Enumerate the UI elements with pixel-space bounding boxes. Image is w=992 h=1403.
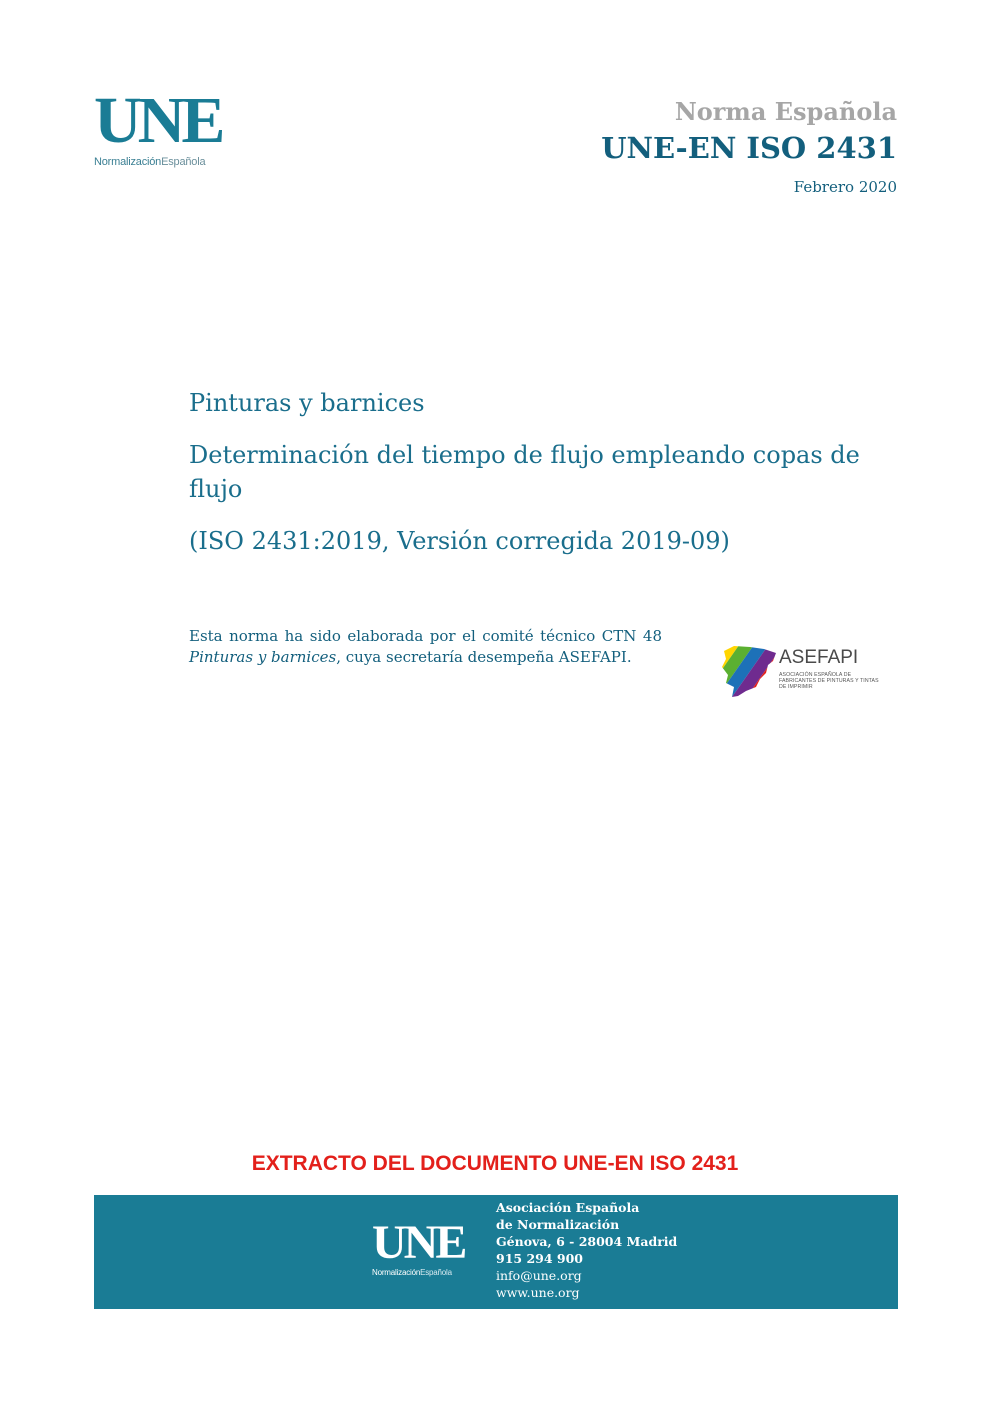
committee-text-after: , cuya secretaría desempeña ASEFAPI.	[336, 648, 632, 666]
title-reference: (ISO 2431:2019, Versión corregida 2019-09)	[189, 527, 730, 555]
standard-header	[601, 96, 897, 198]
asefapi-name: ASEFAPI	[779, 647, 859, 668]
title-subject: Pinturas y barnices	[189, 389, 425, 417]
une-logo-sub-light: Española	[161, 156, 206, 168]
spain-map-icon	[720, 643, 778, 699]
footer-org-line1: Asociación Española	[496, 1200, 640, 1215]
footer-contact	[496, 1199, 677, 1301]
footer-band	[94, 1195, 898, 1309]
footer-logo-subtitle	[372, 1268, 464, 1277]
committee-statement	[189, 626, 662, 668]
footer-web[interactable]: www.une.org	[496, 1285, 580, 1300]
standard-kind: Norma Española	[674, 97, 897, 126]
footer-logo-sub-light: Española	[420, 1268, 452, 1277]
footer-email[interactable]: info@une.org	[496, 1268, 582, 1283]
committee-name: Pinturas y barnices	[189, 648, 337, 666]
une-logo-subtitle	[94, 156, 244, 168]
footer-address: Génova, 6 - 28004 Madrid	[496, 1234, 678, 1249]
document-titles	[189, 386, 909, 558]
title-main: Determinación del tiempo de flujo empleando copas de flujo	[189, 441, 860, 503]
une-logo	[94, 84, 244, 178]
footer-logo-mark: UNE	[372, 1216, 465, 1269]
asefapi-subtitle: ASOCIACIÓN ESPAÑOLA DE FABRICANTES DE PINTURAS Y TINTAS DE IMPRIMIR	[779, 672, 879, 690]
footer-phone: 915 294 900	[496, 1251, 583, 1266]
standard-code: UNE-EN ISO 2431	[601, 131, 897, 165]
extract-notice: EXTRACTO DEL DOCUMENTO UNE-EN ISO 2431	[251, 1152, 739, 1175]
footer-une-logo	[372, 1216, 465, 1277]
standard-date: Febrero 2020	[793, 178, 897, 196]
committee-text-before: Esta norma ha sido elaborada por el comité técnico CTN 48	[189, 627, 662, 645]
une-logo-sub-dark: Normalización	[94, 156, 162, 168]
asefapi-logo	[720, 643, 879, 699]
footer-logo-sub-dark: Normalización	[372, 1268, 421, 1277]
une-logo-mark: UNE	[94, 84, 222, 157]
footer-org-line2: de Normalización	[496, 1217, 620, 1232]
